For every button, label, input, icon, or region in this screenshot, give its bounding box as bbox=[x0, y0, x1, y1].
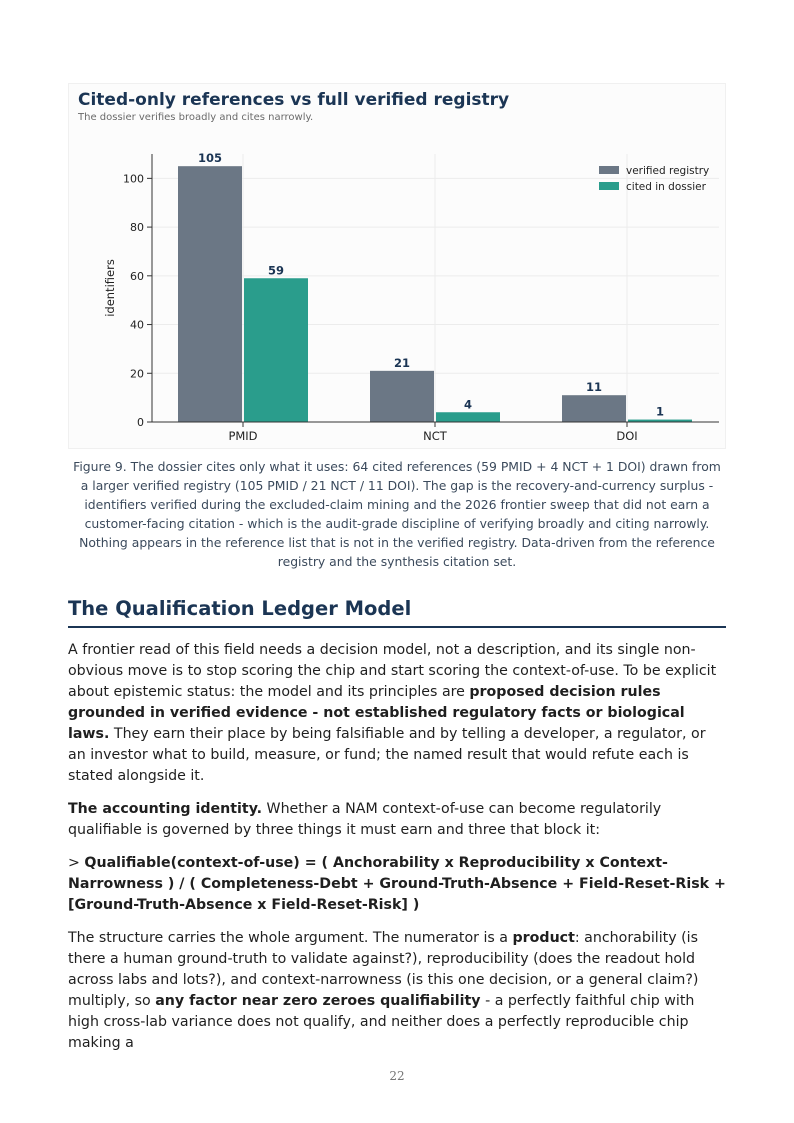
y-tick-label: 20 bbox=[130, 367, 144, 381]
structure-bold-zero: any factor near zero zeroes qualifiability bbox=[155, 993, 481, 1009]
data-label: 59 bbox=[267, 263, 285, 278]
structure-text-c: : anchorability (is there a human ground-truth to validate against?), reproducibility (does the readout hold across labs and lots?), and context-narrowness (is this one decision, or a general claim?) multiply, so bbox=[68, 930, 699, 1009]
structure-text-e: - a perfectly faithful chip with high cross-lab variance does not qualify, and neither does a perfectly reproducible chip making a bbox=[68, 993, 695, 1051]
legend-swatch bbox=[599, 166, 619, 174]
figure-card bbox=[68, 83, 726, 449]
page-number: 22 bbox=[389, 1069, 405, 1083]
page-content bbox=[68, 83, 726, 1054]
data-label: 4 bbox=[463, 397, 473, 412]
accounting-identity-text: Whether a NAM context-of-use can become regulatorily qualifiable is governed by three things it must earn and three that block it: bbox=[68, 801, 662, 838]
bar-nct-verified bbox=[370, 371, 434, 422]
y-tick-label: 80 bbox=[130, 221, 144, 235]
formula-marker: > bbox=[68, 855, 85, 871]
y-tick-label: 40 bbox=[130, 318, 144, 332]
data-label: 105 bbox=[197, 151, 223, 166]
accounting-identity-lead: The accounting identity. bbox=[68, 801, 263, 817]
paragraph-accounting-identity bbox=[68, 799, 726, 841]
bar-pmid-verified bbox=[178, 166, 242, 422]
structure-text-a: The structure carries the whole argument. The numerator is a bbox=[68, 930, 513, 946]
y-tick-label: 0 bbox=[137, 416, 144, 429]
section-heading: The Qualification Ledger Model bbox=[68, 597, 726, 628]
paragraph-formula bbox=[68, 853, 726, 916]
structure-bold-product: product bbox=[512, 930, 575, 946]
y-axis-label: identifiers bbox=[103, 259, 117, 317]
paragraph-structure bbox=[68, 928, 726, 1054]
data-label: 1 bbox=[655, 404, 665, 419]
legend-label: cited in dossier bbox=[626, 181, 706, 193]
bar-nct-cited bbox=[436, 412, 500, 422]
paragraph-intro-text-a: A frontier read of this field needs a decision model, not a description, and its single non-obvious move is to stop scoring the chip and start scoring the context-of-use. To be explicit about epistemic status: the model and its principles are bbox=[68, 642, 717, 700]
legend-label: verified registry bbox=[626, 165, 710, 177]
figure-caption: Figure 9. The dossier cites only what it uses: 64 cited references (59 PMID + 4 NCT + 1 DOI) drawn from a larger verified registry (105 PMID / 21 NCT / 11 DOI). The gap is the recovery-and-currency surplus - identifiers verified during the excluded-claim mining and the 2026 frontier sweep that did not earn a customer-facing citation - which is the audit-grade discipline of verifying broadly and citing narrowly. Nothing appears in the reference list that is not in the verified registry. Data-driven from the reference registry and the synthesis citation set. bbox=[73, 459, 721, 569]
y-tick-label: 60 bbox=[130, 269, 144, 283]
bar-pmid-cited bbox=[244, 278, 308, 422]
paragraph-intro-bold: proposed decision rules grounded in verified evidence - not established regulatory facts or biological laws. bbox=[68, 684, 685, 742]
paragraph-intro-text-c: They earn their place by being falsifiable and by telling a developer, a regulator, or an investor what to build, measure, or fund; the named result that would refute each is stated alongside it. bbox=[68, 726, 706, 784]
bar-doi-verified bbox=[562, 395, 626, 422]
data-label: 21 bbox=[393, 355, 411, 370]
formula-text: Qualifiable(context-of-use) = ( Anchorability x Reproducibility x Context-Narrowness ) / ( Completeness-Debt + Ground-Truth-Absence + Field-Reset-Risk + [Ground-Truth-Absence x Field-Reset-Risk] ) bbox=[68, 855, 726, 913]
chart-title: Cited-only references vs full verified registry bbox=[78, 90, 510, 110]
paragraph-intro bbox=[68, 640, 726, 787]
x-tick-label: DOI bbox=[616, 429, 638, 443]
y-tick-label: 100 bbox=[123, 172, 144, 186]
data-label: 11 bbox=[585, 380, 603, 395]
legend-swatch bbox=[599, 182, 619, 190]
x-tick-label: NCT bbox=[423, 429, 447, 443]
chart-subtitle: The dossier verifies broadly and cites narrowly. bbox=[78, 112, 314, 123]
bar-chart bbox=[69, 84, 727, 450]
x-tick-label: PMID bbox=[228, 429, 258, 443]
